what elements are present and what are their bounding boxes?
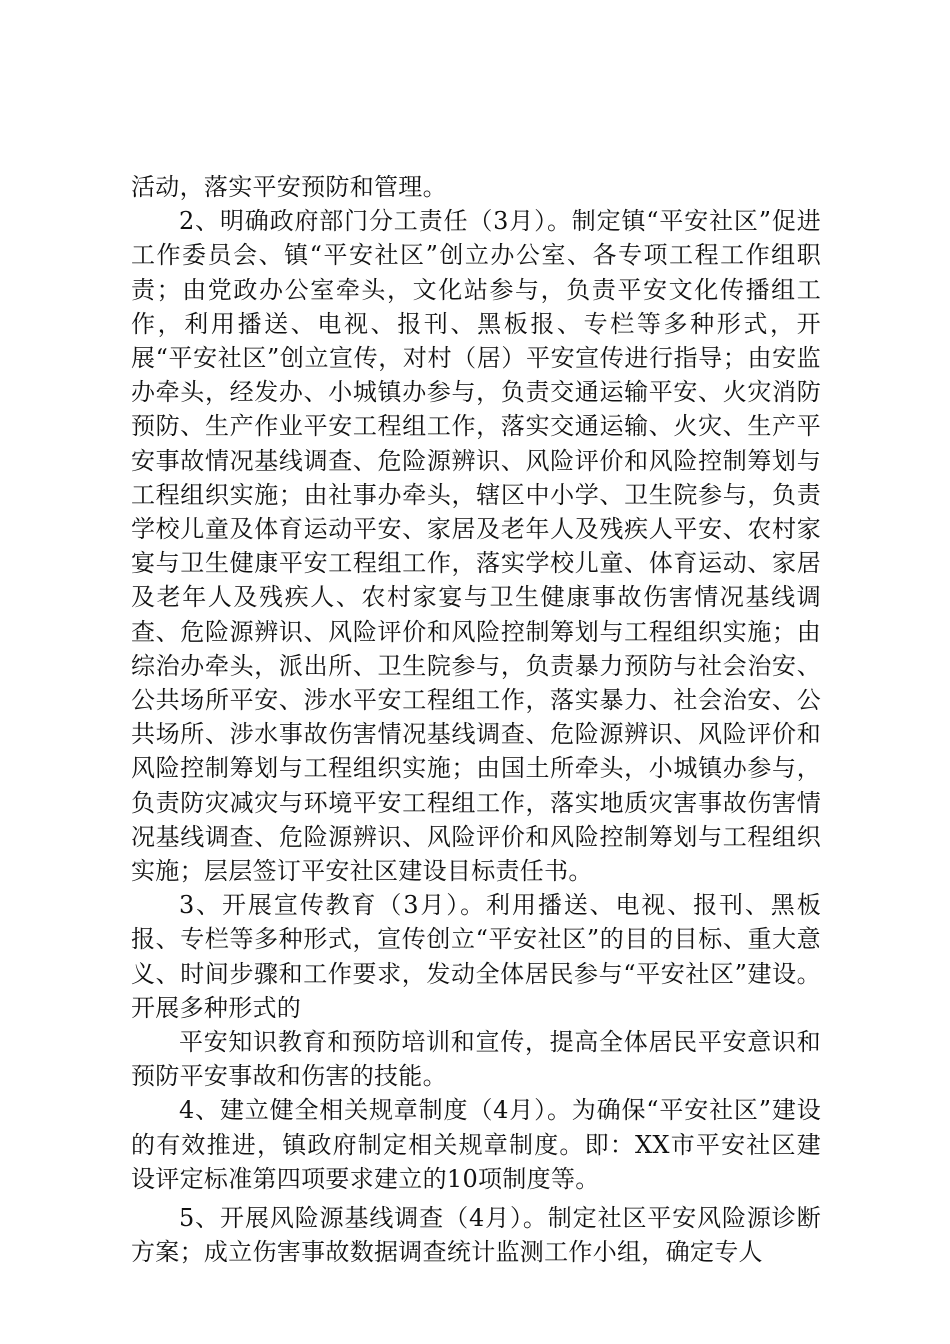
paragraph-item-3-continued: 平安知识教育和预防培训和宣传，提高全体居民平安意识和预防平安事故和伤害的技能。 — [131, 1028, 821, 1091]
document-body — [131, 170, 821, 1270]
paragraph-item-4: 4、建立健全相关规章制度（4月）。为确保“平安社区”建设的有效推进，镇政府制定相关规章制度。即：XX市平安社区建设评定标准第四项要求建立的10项制度等。 — [131, 1096, 821, 1193]
paragraph-continuation: 活动，落实平安预防和管理。 — [131, 173, 447, 201]
paragraph-item-2: 2、明确政府部门分工责任（3月）。制定镇“平安社区”促进工作委员会、镇“平安社区”创立办公室、各专项工程工作组职责；由党政办公室牵头，文化站参与，负责平安文化传播组工作，利用播送、电视、报刊、黑板报、专栏等多种形式，开展“平安社区”创立宣传，对村（居）平安宣传进行指导；由安监办牵头，经发办、小城镇办参与，负责交通运输平安、火灾消防预防、生产作业平安工程组工作，落实交通运输、火灾、生产平安事故情况基线调查、危险源辨识、风险评价和风险控制筹划与工程组织实施；由社事办牵头，辖区中小学、卫生院参与，负责学校儿童及体育运动平安、家居及老年人及残疾人平安、农村家宴与卫生健康平安工程组工作，落实学校儿童、体育运动、家居及老年人及残疾人、农村家宴与卫生健康事故伤害情况基线调查、危险源辨识、风险评价和风险控制筹划与工程组织实施；由综治办牵头，派出所、卫生院参与，负责暴力预防与社会治安、公共场所平安、涉水平安工程组工作，落实暴力、社会治安、公共场所、涉水事故伤害情况基线调查、危险源辨识、风险评价和风险控制筹划与工程组织实施；由国土所牵头，小城镇办参与，负责防灾减灾与环境平安工程组工作，落实地质灾害事故伤害情况基线调查、危险源辨识、风险评价和风险控制筹划与工程组织实施；层层签订平安社区建设目标责任书。 — [131, 207, 821, 886]
paragraph-item-5: 5、开展风险源基线调查（4月）。制定社区平安风险源诊断方案；成立伤害事故数据调查统计监测工作小组，确定专人 — [131, 1204, 821, 1267]
paragraph-item-3: 3、开展宣传教育（3月）。利用播送、电视、报刊、黑板报、专栏等多种形式，宣传创立“平安社区”的目的目标、重大意义、时间步骤和工作要求，发动全体居民参与“平安社区”建设。开展多种形式的 — [131, 891, 821, 1022]
